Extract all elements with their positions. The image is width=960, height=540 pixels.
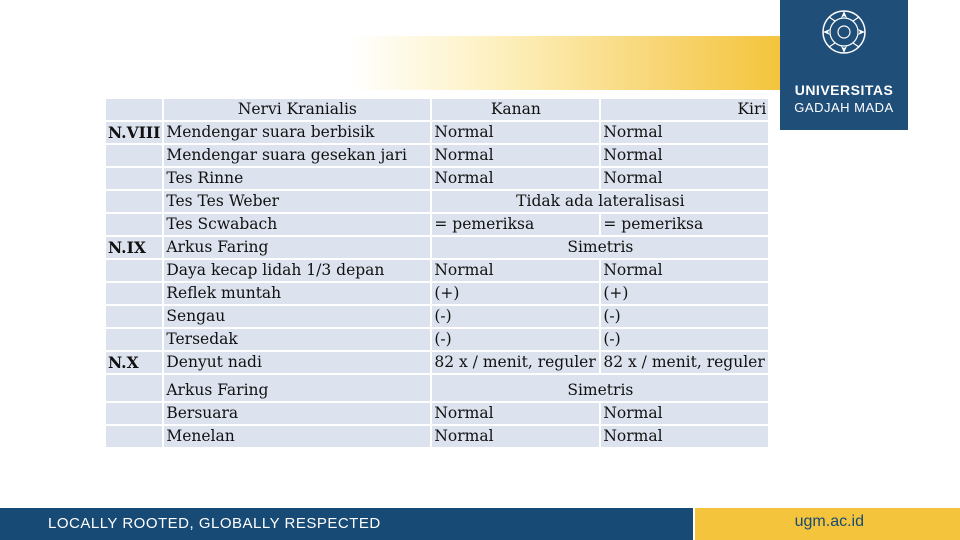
result-kiri-cell: Normal [601,122,768,143]
nerve-cell [106,214,162,235]
nerve-cell: N.IX [106,237,162,258]
nerve-cell [106,168,162,189]
result-kanan-cell: Normal [432,168,599,189]
footer-slogan: LOCALLY ROOTED, GLOBALLY RESPECTED [48,515,381,532]
result-kanan-cell: = pemeriksa [432,214,599,235]
table-row [106,191,768,212]
table-row [106,237,768,258]
table-row [106,403,768,424]
result-kiri-cell: = pemeriksa [601,214,768,235]
test-cell: Mendengar suara gesekan jari [164,145,430,166]
result-kiri-cell: Normal [601,403,768,424]
result-merged-cell: Simetris [432,375,768,401]
table-row [106,145,768,166]
footer-right [695,508,960,540]
test-cell: Tes Scwabach [164,214,430,235]
result-kanan-cell: (-) [432,329,599,350]
nerve-cell [106,260,162,281]
header-cell-nerve [106,99,162,120]
table-header-row [106,99,768,120]
university-name-line2: GADJAH MADA [794,100,894,115]
table-row [106,329,768,350]
nerve-cell [106,329,162,350]
table-row [106,214,768,235]
result-kanan-cell: (+) [432,283,599,304]
test-cell: Bersuara [164,403,430,424]
result-kanan-cell: Normal [432,403,599,424]
nerve-cell [106,375,162,401]
table-row [106,352,768,373]
result-kiri-cell: (-) [601,329,768,350]
header-cell-kanan: Kanan [432,99,599,120]
test-cell: Mendengar suara berbisik [164,122,430,143]
test-cell: Tersedak [164,329,430,350]
cranial-nerve-table [104,97,770,449]
nerve-cell: N.VIII [108,123,161,142]
table-row [106,426,768,447]
result-kanan-cell: (-) [432,306,599,327]
university-name-line1: UNIVERSITAS [794,82,894,98]
nerve-cell: N.X [106,352,162,373]
nerve-cell [106,191,162,212]
table-row [106,168,768,189]
nerve-cell [106,403,162,424]
ugm-seal-icon [820,8,868,56]
table-row [106,283,768,304]
test-cell: Sengau [164,306,430,327]
result-merged-cell: Simetris [432,237,768,258]
table-row [106,260,768,281]
table-row [106,122,768,143]
nerve-cell [106,145,162,166]
university-logo [780,0,908,130]
table-row [106,306,768,327]
result-kiri-cell: 82 x / menit, reguler [601,352,768,373]
test-cell: Tes Rinne [164,168,430,189]
result-merged-cell: Tidak ada lateralisasi [432,191,768,212]
result-kanan-cell: 82 x / menit, reguler [432,352,599,373]
test-cell: Arkus Faring [164,375,430,401]
header-cell-kiri: Kiri [601,99,768,120]
result-kiri-cell: (+) [601,283,768,304]
header-cell-nervi-kranialis: Nervi Kranialis [164,99,430,120]
nerve-cell [106,306,162,327]
result-kiri-cell: (-) [601,306,768,327]
result-kanan-cell: Normal [432,122,599,143]
test-cell: Menelan [164,426,430,447]
test-cell: Reflek muntah [164,283,430,304]
test-cell: Denyut nadi [164,352,430,373]
decorative-gradient-band [350,36,780,90]
footer-left [0,508,693,540]
footer-bar [0,508,960,540]
result-kanan-cell: Normal [432,260,599,281]
footer-site-link[interactable]: ugm.ac.id [794,513,864,530]
nerve-cell [106,283,162,304]
nerve-cell [106,426,162,447]
result-kanan-cell: Normal [432,426,599,447]
result-kiri-cell: Normal [601,260,768,281]
result-kiri-cell: Normal [601,145,768,166]
result-kanan-cell: Normal [432,145,599,166]
result-kiri-cell: Normal [601,168,768,189]
test-cell: Daya kecap lidah 1/3 depan [164,260,430,281]
result-kiri-cell: Normal [601,426,768,447]
test-cell: Tes Tes Weber [164,191,430,212]
table-row [106,375,768,401]
test-cell: Arkus Faring [164,237,430,258]
